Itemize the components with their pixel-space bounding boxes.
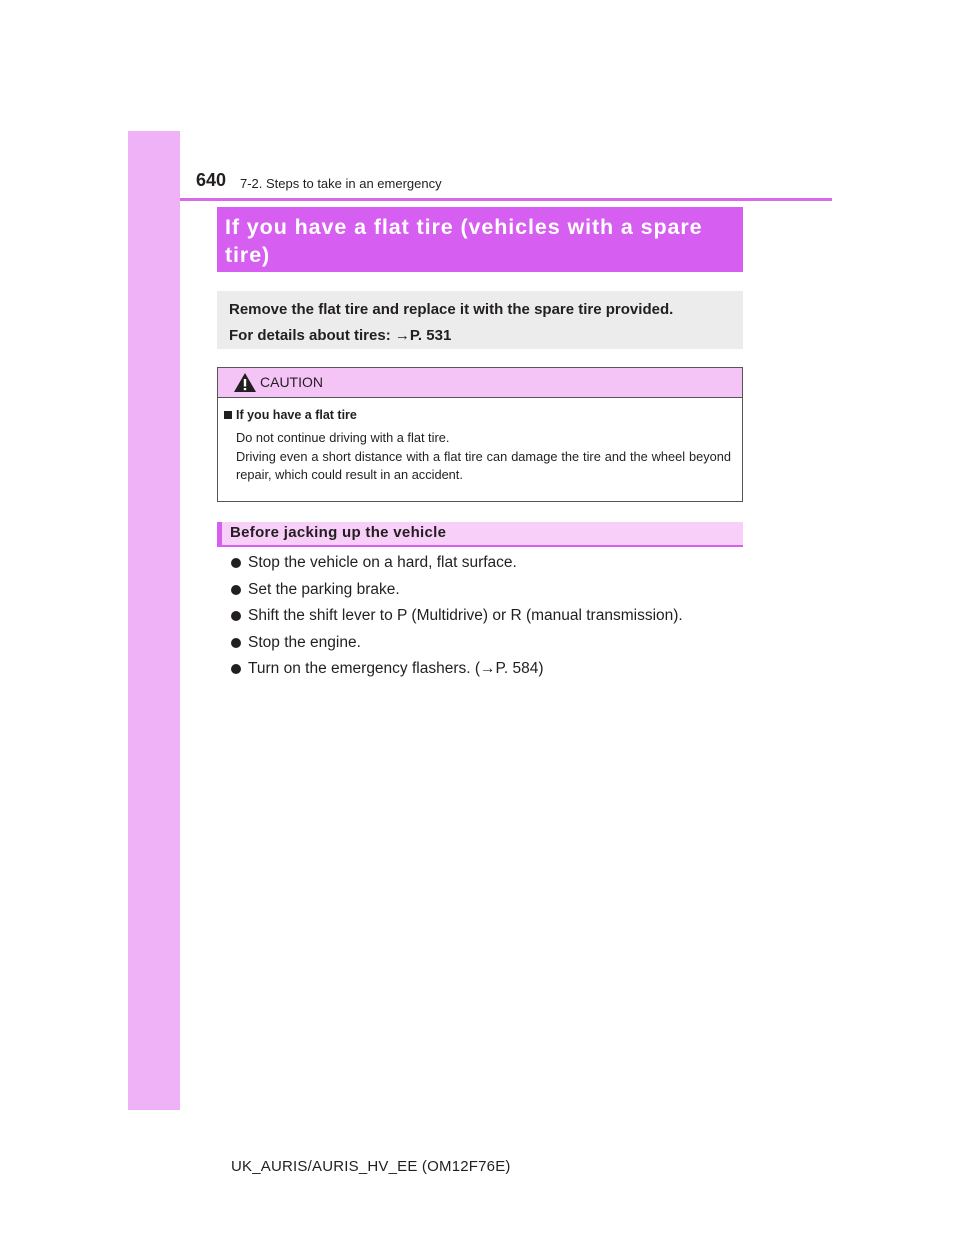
bullet-icon xyxy=(231,611,241,621)
bullet-icon xyxy=(231,638,241,648)
caution-text xyxy=(236,429,731,485)
caution-line: Do not continue driving with a flat tire. xyxy=(236,430,450,445)
list-item-text: Stop the engine. xyxy=(248,633,361,651)
step-list xyxy=(231,550,683,683)
bullet-icon xyxy=(231,558,241,568)
square-bullet-icon xyxy=(224,411,232,419)
page-title: If you have a flat tire (vehicles with a spare tire) xyxy=(217,207,743,272)
caution-header xyxy=(218,368,742,398)
caution-line: Driving even a short distance with a flat tire can damage the tire and the wheel beyond repair, which could result in an accident. xyxy=(236,448,731,482)
page-number: 640 xyxy=(196,170,227,190)
list-item-text: Stop the vehicle on a hard, flat surface. xyxy=(248,554,517,571)
list-item xyxy=(231,656,683,683)
bullet-icon xyxy=(231,664,241,674)
summary-reference: For details about tires: →P. 531 xyxy=(229,327,452,344)
subsection-accent xyxy=(217,522,222,545)
section-title: 7-2. Steps to take in an emergency xyxy=(240,176,442,191)
caution-label: CAUTION xyxy=(260,374,323,390)
list-item xyxy=(231,550,683,577)
summary-box xyxy=(217,291,743,349)
list-item xyxy=(231,630,683,657)
bullet-icon xyxy=(231,585,241,595)
document-code: UK_AURIS/AURIS_HV_EE (OM12F76E) xyxy=(231,1158,511,1175)
subsection-title: Before jacking up the vehicle xyxy=(230,524,447,541)
subsection-heading xyxy=(217,522,743,547)
list-item-text: Turn on the emergency flashers. (→P. 584) xyxy=(248,660,544,677)
header-rule xyxy=(180,198,832,201)
side-tab xyxy=(128,131,180,1110)
caution-heading xyxy=(224,408,731,422)
caution-heading-text: If you have a flat tire xyxy=(236,408,357,422)
caution-box xyxy=(217,367,743,502)
summary-line: Remove the flat tire and replace it with the spare tire provided. xyxy=(229,301,674,318)
list-item xyxy=(231,603,683,630)
warning-icon xyxy=(233,372,257,393)
list-item-text: Shift the shift lever to P (Multidrive) or R (manual transmission). xyxy=(248,607,683,624)
list-item xyxy=(231,577,683,604)
caution-body xyxy=(218,398,742,485)
list-item-text: Set the parking brake. xyxy=(248,580,400,598)
